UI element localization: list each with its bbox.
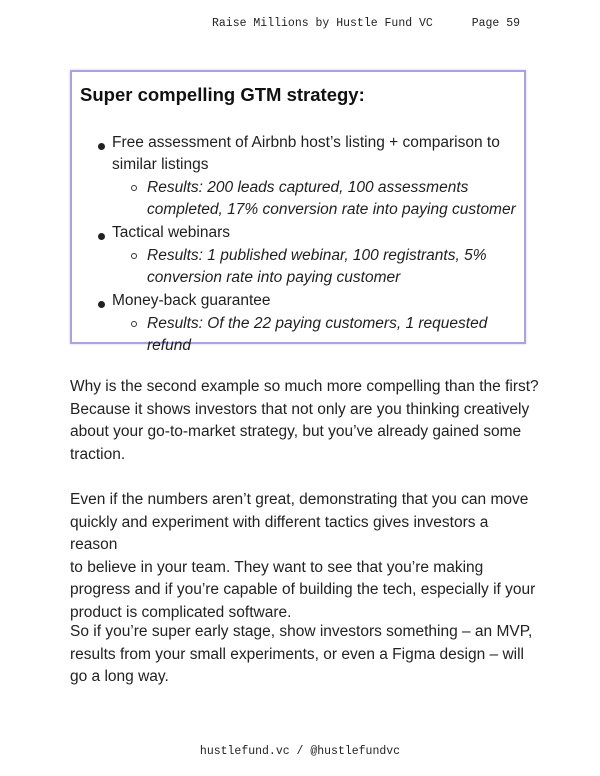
- sub-bullet-circle: [131, 253, 137, 259]
- book-title: Raise Millions by Hustle Fund VC: [212, 17, 433, 30]
- paragraph-line: results from your small experiments, or even a Figma design – will: [70, 645, 524, 663]
- strategy-list: [72, 72, 524, 354]
- paragraph-line: Even if the numbers aren’t great, demonstrating that you can move: [70, 491, 529, 508]
- paragraph-line: traction.: [70, 445, 126, 463]
- paragraph: [70, 489, 540, 624]
- sub-list-item-continued: completed, 17% conversion rate into paying customer: [147, 201, 516, 218]
- bullet-dot: [98, 233, 105, 240]
- paragraph-line: to believe in your team. They want to see that you’re making: [70, 558, 484, 576]
- sub-list-item: Results: Of the 22 paying customers, 1 requested refund: [147, 315, 488, 354]
- list-item: Money-back guarantee: [112, 292, 271, 309]
- paragraph-line: quickly and experiment with different tactics gives investors a reason: [70, 513, 489, 553]
- paragraph-line: Because it shows investors that not only are you thinking creatively: [70, 400, 530, 418]
- sub-bullet-circle: [131, 321, 137, 327]
- paragraph-line: So if you’re super early stage, show investors something – an MVP,: [70, 623, 533, 640]
- page-footer: hustlefund.vc / @hustlefundvc: [199, 745, 401, 758]
- sub-list-item: Results: 1 published webinar, 100 registrants, 5%: [147, 247, 487, 264]
- list-item: Free assessment of Airbnb host’s listing + comparison to: [112, 134, 500, 151]
- bullet-dot: [98, 301, 105, 308]
- sub-list-item-continued: conversion rate into paying customer: [147, 269, 401, 286]
- paragraph-line: Why is the second example so much more compelling than the first?: [70, 378, 539, 395]
- paragraph: [70, 621, 540, 689]
- page-header: [0, 17, 600, 33]
- sub-list-item: Results: 200 leads captured, 100 assessments: [147, 179, 469, 196]
- page-number: Page 59: [471, 17, 520, 30]
- sub-bullet-circle: [131, 185, 137, 191]
- paragraph-line: progress and if you’re capable of building the tech, especially if your: [70, 581, 536, 598]
- paragraph-line: go a long way.: [70, 668, 169, 685]
- box-heading: Super compelling GTM strategy:: [80, 84, 365, 105]
- paragraph-line: about your go-to-market strategy, but you’ve already gained some: [70, 423, 522, 440]
- gtm-strategy-box: [70, 70, 526, 354]
- list-item: Tactical webinars: [112, 224, 231, 241]
- paragraph: [70, 376, 540, 466]
- bullet-dot: [98, 143, 105, 150]
- list-item-continued: similar listings: [112, 156, 209, 173]
- paragraph-line: product is complicated software.: [70, 603, 292, 621]
